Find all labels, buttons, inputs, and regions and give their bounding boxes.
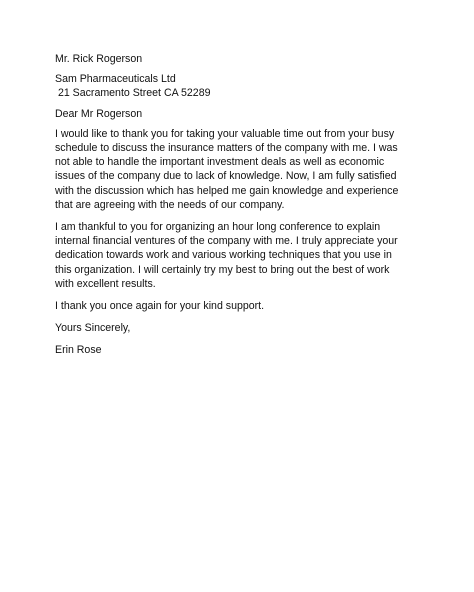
paragraph-2-line: I am thankful to you for organizing an hour long conference to explain [55, 221, 381, 234]
closing: Yours Sincerely, [55, 322, 131, 335]
paragraph-3: I thank you once again for your kind support. [55, 300, 265, 313]
paragraph-1-line: issues of the company due to lack of knowledge. Now, I am fully satisfied [55, 170, 397, 183]
paragraph-1-line: not able to handle the important investment deals as well as economic [55, 156, 385, 169]
paragraph-2-line: with excellent results. [55, 277, 156, 290]
letter-body [55, 52, 425, 358]
paragraph-1-line: schedule to discuss the insurance matters of the company with me. I was [55, 142, 398, 155]
paragraph-2 [55, 220, 425, 291]
paragraph-2-line: dedication towards work and various working techniques that you use in [55, 249, 392, 262]
company-name: Sam Pharmaceuticals Ltd [55, 73, 176, 86]
signature-name: Erin Rose [55, 344, 102, 357]
paragraph-2-line: internal financial ventures of the company with me. I truly appreciate your [55, 235, 398, 248]
paragraph-1-line: that are agreeing with the needs of our company. [55, 198, 285, 211]
paragraph-1 [55, 127, 425, 212]
recipient-name: Mr. Rick Rogerson [55, 53, 143, 65]
paragraph-1-line: with the discussion which has helped me gain knowledge and experience [55, 184, 399, 197]
salutation: Dear Mr Rogerson [55, 107, 143, 120]
paragraph-2-line: this organization. I will certainly try my best to bring out the best of work [55, 263, 390, 276]
company-address: 21 Sacramento Street CA 52289 [55, 87, 211, 100]
paragraph-1-line: I would like to thank you for taking your valuable time out from your busy [55, 127, 395, 140]
